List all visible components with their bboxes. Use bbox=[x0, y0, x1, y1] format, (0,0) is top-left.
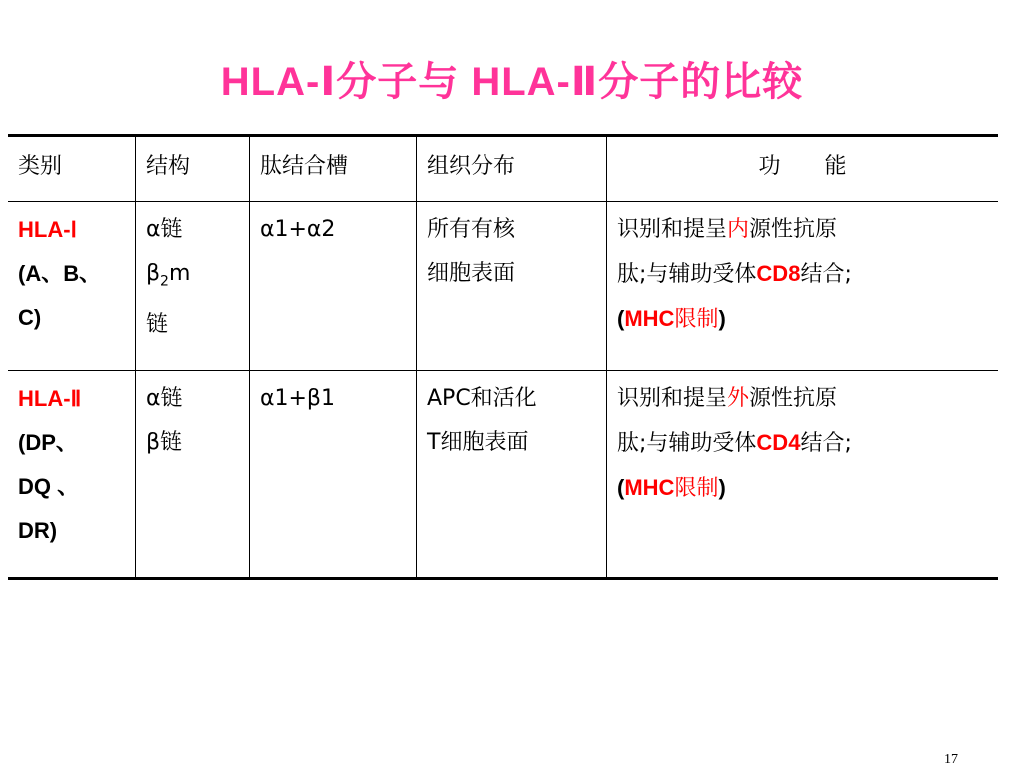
distribution-line: APC和活化 bbox=[427, 386, 537, 411]
category-detail: DR) bbox=[18, 518, 58, 543]
table-row bbox=[8, 202, 998, 371]
category-detail: (A、B、 bbox=[18, 261, 102, 286]
function-cell bbox=[607, 371, 999, 579]
function-cell bbox=[607, 202, 999, 371]
distribution-cell bbox=[417, 202, 607, 371]
groove-cell: α1+β1 bbox=[250, 371, 417, 579]
table-row bbox=[8, 371, 998, 579]
function-line bbox=[617, 252, 988, 297]
function-highlight: 内 bbox=[727, 217, 750, 242]
function-line bbox=[617, 421, 988, 466]
distribution-line: T细胞表面 bbox=[427, 430, 529, 455]
structure-line: α链 bbox=[146, 217, 183, 242]
paren: ( bbox=[617, 306, 625, 331]
table-header-row bbox=[8, 136, 998, 202]
function-text: 结合; bbox=[800, 262, 852, 287]
function-text: 识别和提呈 bbox=[617, 386, 728, 411]
restriction-label: 限制 bbox=[674, 476, 719, 501]
function-text: 肽;与辅助受体 bbox=[617, 431, 757, 456]
category-cell bbox=[8, 371, 136, 579]
distribution-cell bbox=[417, 371, 607, 579]
page-title: HLA-Ⅰ分子与 HLA-Ⅱ分子的比较 bbox=[220, 60, 804, 104]
distribution-line: 所有有核 bbox=[427, 217, 516, 242]
function-text: 源性抗原 bbox=[749, 386, 838, 411]
function-text: 源性抗原 bbox=[749, 217, 838, 242]
function-line bbox=[617, 208, 988, 252]
groove-cell: α1+α2 bbox=[250, 202, 417, 371]
comparison-table bbox=[8, 134, 998, 580]
function-text: 识别和提呈 bbox=[617, 217, 728, 242]
structure-cell bbox=[136, 202, 250, 371]
restriction-label: 限制 bbox=[674, 307, 719, 332]
header-distribution: 组织分布 bbox=[417, 136, 607, 202]
cd-label: CD8 bbox=[756, 261, 801, 286]
page-number: 17 bbox=[944, 752, 958, 767]
structure-line bbox=[146, 252, 239, 303]
beta-symbol: β bbox=[146, 261, 161, 286]
paren: ) bbox=[718, 306, 726, 331]
function-highlight: 外 bbox=[727, 386, 750, 411]
mhc-label: MHC bbox=[624, 306, 675, 331]
category-detail: (DP、 bbox=[18, 430, 78, 455]
function-line bbox=[617, 466, 988, 511]
category-name: HLA-Ⅰ bbox=[18, 217, 78, 242]
structure-line: β链 bbox=[146, 430, 183, 455]
header-groove: 肽结合槽 bbox=[250, 136, 417, 202]
structure-line: α链 bbox=[146, 386, 183, 411]
structure-cell bbox=[136, 371, 250, 579]
category-name: HLA-Ⅱ bbox=[18, 386, 82, 411]
function-line bbox=[617, 297, 988, 342]
m-letter: m bbox=[168, 261, 191, 286]
category-detail: C) bbox=[18, 305, 42, 330]
function-line bbox=[617, 377, 988, 421]
category-cell bbox=[8, 202, 136, 371]
function-text: 结合; bbox=[800, 431, 852, 456]
header-function: 功 能 bbox=[607, 136, 999, 202]
category-detail: DQ 、 bbox=[18, 474, 80, 499]
function-text: 肽;与辅助受体 bbox=[617, 262, 757, 287]
structure-line: 链 bbox=[146, 312, 169, 338]
distribution-line: 细胞表面 bbox=[427, 261, 516, 286]
subscript: 2 bbox=[160, 273, 169, 290]
paren: ( bbox=[617, 475, 625, 500]
header-category: 类别 bbox=[8, 136, 136, 202]
header-structure: 结构 bbox=[136, 136, 250, 202]
mhc-label: MHC bbox=[624, 475, 675, 500]
cd-label: CD4 bbox=[756, 430, 801, 455]
paren: ) bbox=[718, 475, 726, 500]
